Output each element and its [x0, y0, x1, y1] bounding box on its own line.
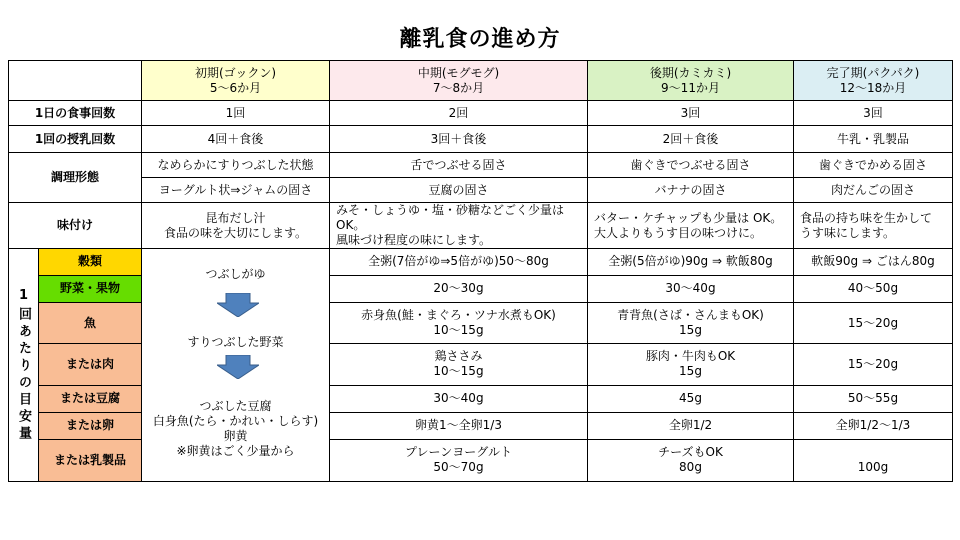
food-name-grain: 穀類: [39, 249, 142, 276]
food-name-dairy: または乳製品: [39, 439, 142, 481]
header-early: [142, 61, 330, 101]
early-step-protein-line3: 卵黄: [223, 429, 248, 443]
seasoning-complete: [794, 203, 953, 249]
texture-early-1: なめらかにすりつぶした状態: [142, 153, 330, 178]
texture-middle-1: 舌でつぶせる固さ: [330, 153, 588, 178]
seasoning-middle-line1: みそ・しょうゆ・塩・砂糖などごく少量はOK。: [336, 203, 565, 232]
seasoning-early: [142, 203, 330, 249]
seasoning-early-line1: 昆布だし汁: [205, 210, 266, 225]
early-step-protein-line4: ※卵黄はごく少量から: [176, 444, 295, 458]
egg-complete: 全卵1/2～1/3: [794, 412, 953, 439]
early-step-vegetables: すりつぶした野菜: [187, 335, 284, 349]
texture-row-1: [9, 153, 953, 178]
meat-complete: 15～20g: [794, 344, 953, 385]
fish-middle-line1: 赤身魚(鮭・まぐろ・ツナ水煮もOK): [361, 308, 556, 323]
header-complete-name: 完了期(パクパク): [826, 65, 920, 80]
egg-late: 全卵1/2: [588, 412, 794, 439]
seasoning-middle-line2: 風味づけ程度の味にします。: [336, 233, 492, 247]
fish-middle-line2: 10～15g: [433, 323, 484, 338]
grain-complete: 軟飯90g ⇒ ごはん80g: [794, 249, 953, 276]
meals-middle: 2回: [330, 101, 588, 126]
header-middle: [330, 61, 588, 101]
fish-late-line2: 15g: [679, 323, 702, 338]
meat-middle: [330, 344, 588, 385]
grain-middle: 全粥(7倍がゆ⇒5倍がゆ)50～80g: [330, 249, 588, 276]
fish-complete: 15～20g: [794, 302, 953, 343]
dairy-late-line1: チーズもOK: [658, 445, 723, 460]
vegetable-middle: 20～30g: [330, 275, 588, 302]
header-complete-age: 12～18か月: [839, 80, 907, 95]
breastfeeding-early: 4回＋食後: [142, 126, 330, 153]
seasoning-middle: [330, 203, 588, 249]
early-step-porridge: つぶしがゆ: [205, 267, 266, 281]
meat-late-line2: 15g: [679, 364, 702, 379]
seasoning-complete-line2: うす味にします。: [800, 225, 896, 240]
texture-complete-2: 肉だんごの固さ: [794, 178, 953, 203]
food-name-tofu: または豆腐: [39, 385, 142, 412]
page-title: 離乳食の進め方: [399, 27, 561, 52]
dairy-complete: [794, 439, 953, 481]
down-arrow-icon: [217, 293, 259, 317]
meals-label: 1日の食事回数: [9, 101, 142, 126]
header-late-name: 後期(カミカミ): [649, 65, 732, 80]
food-row-grain: [9, 249, 953, 276]
seasoning-late: [588, 203, 794, 249]
fish-late: [588, 302, 794, 343]
tofu-late: 45g: [588, 385, 794, 412]
meals-row: [9, 101, 953, 126]
header-late: [588, 61, 794, 101]
dairy-late: [588, 439, 794, 481]
per-meal-label: 1回あたりの目安量: [16, 287, 31, 443]
meals-complete: 3回: [794, 101, 953, 126]
dairy-complete-line1: [796, 445, 950, 460]
header-middle-age: 7～8か月: [432, 80, 485, 95]
header-early-name: 初期(ゴックン): [194, 65, 277, 80]
dairy-middle: [330, 439, 588, 481]
tofu-middle: 30～40g: [330, 385, 588, 412]
breastfeeding-late: 2回＋食後: [588, 126, 794, 153]
header-complete: [794, 61, 953, 101]
header-late-age: 9～11か月: [661, 80, 720, 95]
meat-late-line1: 豚肉・牛肉もOK: [645, 349, 736, 364]
seasoning-late-line1: バター・ケチャップも少量は OK。: [594, 210, 783, 225]
breastfeeding-complete: 牛乳・乳製品: [794, 126, 953, 153]
fish-late-line1: 青背魚(さば・さんまもOK): [617, 308, 764, 323]
header-early-age: 5～6か月: [209, 80, 262, 95]
early-step-protein-line1: つぶした豆腐: [199, 399, 272, 413]
meat-late: [588, 344, 794, 385]
meat-middle-line2: 10～15g: [433, 364, 484, 379]
food-name-meat: または肉: [39, 344, 142, 385]
texture-middle-2: 豆腐の固さ: [330, 178, 588, 203]
fish-middle: [330, 302, 588, 343]
seasoning-label: 味付け: [9, 203, 142, 249]
header-middle-name: 中期(モグモグ): [417, 65, 500, 80]
dairy-middle-line2: 50～70g: [433, 460, 484, 475]
food-name-egg: または卵: [39, 412, 142, 439]
weaning-table: [8, 60, 953, 482]
per-meal-label-cell: [9, 249, 39, 482]
dairy-complete-line2: 100g: [857, 460, 889, 475]
meat-middle-line1: 鶏ささみ: [434, 349, 483, 364]
vegetable-late: 30～40g: [588, 275, 794, 302]
dairy-late-line2: 80g: [679, 460, 702, 475]
texture-late-2: バナナの固さ: [588, 178, 794, 203]
seasoning-complete-line1: 食品の持ち味を生かして: [800, 210, 933, 225]
early-amounts: [142, 249, 330, 482]
early-step-protein: [144, 399, 327, 459]
header-blank: [9, 61, 142, 101]
texture-early-2: ヨーグルト状⇒ジャムの固さ: [142, 178, 330, 203]
seasoning-early-line2: 食品の味を大切にします。: [163, 225, 308, 240]
breastfeeding-label: 1回の授乳回数: [9, 126, 142, 153]
header-row: [9, 61, 953, 101]
texture-label: 調理形態: [9, 153, 142, 203]
meals-early: 1回: [142, 101, 330, 126]
seasoning-row: [9, 203, 953, 249]
texture-late-1: 歯ぐきでつぶせる固さ: [588, 153, 794, 178]
food-name-vegetable: 野菜・果物: [39, 275, 142, 302]
dairy-middle-line1: プレーンヨーグルト: [405, 445, 512, 460]
breastfeeding-middle: 3回＋食後: [330, 126, 588, 153]
texture-row-2: [9, 178, 953, 203]
seasoning-late-line2: 大人よりもうす目の味つけに。: [594, 225, 763, 240]
tofu-complete: 50～55g: [794, 385, 953, 412]
egg-middle: 卵黄1～全卵1/3: [330, 412, 588, 439]
down-arrow-icon: [217, 355, 259, 379]
food-name-fish: 魚: [39, 302, 142, 343]
early-step-protein-line2: 白身魚(たら・かれい・しらす): [152, 414, 319, 428]
meals-late: 3回: [588, 101, 794, 126]
texture-complete-1: 歯ぐきでかめる固さ: [794, 153, 953, 178]
grain-late: 全粥(5倍がゆ)90g ⇒ 軟飯80g: [588, 249, 794, 276]
breastfeeding-row: [9, 126, 953, 153]
vegetable-complete: 40～50g: [794, 275, 953, 302]
